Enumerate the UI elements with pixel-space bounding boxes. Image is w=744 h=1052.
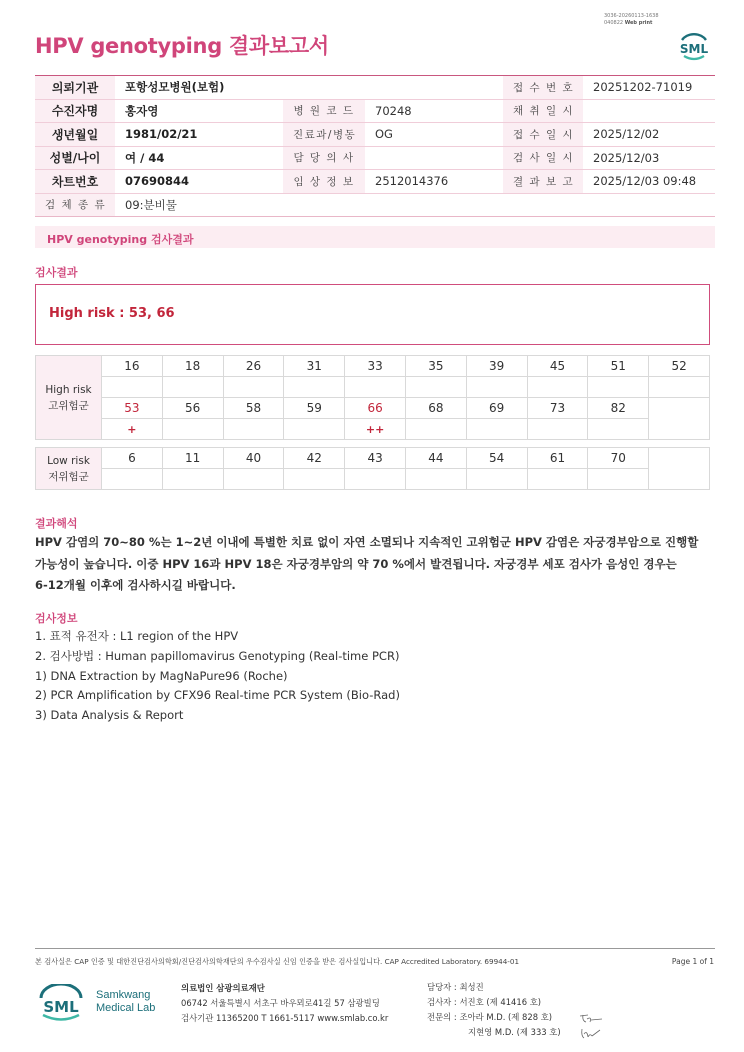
interpretation-line: 6-12개월 이후에 검사하시길 바랍니다. xyxy=(35,578,236,592)
footer-brand xyxy=(96,989,155,1015)
genotype-mark xyxy=(466,469,527,490)
footer-brand-line1: Samkwang xyxy=(96,989,151,1001)
svg-text:SML: SML xyxy=(43,998,79,1016)
info-label: 진료과/병동 xyxy=(283,123,365,147)
genotype-cell: 35 xyxy=(405,356,466,377)
genotype-mark xyxy=(223,469,284,490)
info-label: 결 과 보 고 xyxy=(503,170,583,194)
genotype-mark xyxy=(102,377,163,398)
genotype-mark xyxy=(649,377,710,398)
low-risk-grid xyxy=(35,447,710,490)
test-info-line: 2. 검사방법 : Human papillomavirus Genotyping (Real-time PCR) xyxy=(35,648,400,663)
patient-info-row xyxy=(35,193,715,217)
genotype-cell: 82 xyxy=(588,398,649,419)
patient-info-row xyxy=(35,170,715,194)
info-label: 차트번호 xyxy=(35,170,115,194)
genotype-mark xyxy=(588,377,649,398)
genotype-mark xyxy=(223,419,284,440)
genotype-mark xyxy=(405,377,466,398)
document-reference-line1: 3036-20260113-1638 xyxy=(604,13,659,19)
genotype-mark xyxy=(284,419,345,440)
info-value xyxy=(365,146,503,170)
info-label: 수진자명 xyxy=(35,99,115,123)
page-number: Page 1 of 1 xyxy=(671,957,714,966)
low-risk-label-ko: 저위험군 xyxy=(48,470,89,483)
genotype-mark xyxy=(588,419,649,440)
organization-address: 06742 서울특별시 서초구 바우뫼로41길 57 삼광빌딩 xyxy=(181,998,380,1008)
info-label: 담 당 의 사 xyxy=(283,146,365,170)
genotype-mark: + xyxy=(102,419,163,440)
high-risk-label xyxy=(36,356,102,440)
info-value: 07690844 xyxy=(115,170,283,194)
genotype-cell: 31 xyxy=(284,356,345,377)
info-label xyxy=(283,76,365,100)
interpretation-line: HPV 감염의 70~80 %는 1~2년 이내에 특별한 치료 없이 자연 소멸되나 지속적인 고위험군 HPV 감염은 자궁경부암으로 진행할 xyxy=(35,535,699,549)
low-risk-label-en: Low risk xyxy=(47,454,90,467)
info-value: 2512014376 xyxy=(365,170,503,194)
genotype-cell: 59 xyxy=(284,398,345,419)
web-print-label: Web print xyxy=(624,20,653,26)
genotype-mark xyxy=(162,419,223,440)
genotype-cell: 69 xyxy=(466,398,527,419)
page-title: HPV genotyping 결과보고서 xyxy=(35,34,329,58)
accreditation-note: 본 검사실은 CAP 인증 및 대한진단검사의학회/진단검사의학재단의 우수검사실 신임 인증을 받은 검사실입니다. CAP Accredited Laboratory. 69944-01 xyxy=(35,957,520,966)
genotype-mark xyxy=(405,419,466,440)
patient-info-row xyxy=(35,76,715,100)
genotype-mark xyxy=(162,377,223,398)
staff-role: 검사자 : xyxy=(427,997,457,1007)
info-value: 70248 xyxy=(365,99,503,123)
info-value: 포항성모병원(보험) xyxy=(115,76,283,100)
signature-icon xyxy=(578,1027,604,1041)
genotype-mark xyxy=(405,469,466,490)
result-summary-box xyxy=(35,284,710,345)
genotype-mark xyxy=(527,419,588,440)
genotype-cell: 53 xyxy=(102,398,163,419)
test-info-heading: 검사정보 xyxy=(35,612,78,625)
genotype-mark xyxy=(102,469,163,490)
section-title: HPV genotyping 검사결과 xyxy=(35,226,715,248)
interpretation-heading: 결과해석 xyxy=(35,517,78,530)
staff-name: 조아라 M.D. (제 828 호) xyxy=(459,1012,553,1022)
document-reference xyxy=(604,13,659,27)
info-value: 홍자영 xyxy=(115,99,283,123)
genotype-cell: 43 xyxy=(345,448,406,469)
genotype-cell: 61 xyxy=(527,448,588,469)
staff-line xyxy=(427,1010,561,1025)
genotype-mark xyxy=(527,377,588,398)
low-risk-label xyxy=(36,448,102,490)
test-info-line: 1) DNA Extraction by MagNaPure96 (Roche) xyxy=(35,668,288,683)
footer-brand-line2: Medical Lab xyxy=(96,1002,156,1014)
high-risk-row-types-1 xyxy=(36,356,710,377)
info-value xyxy=(583,99,715,123)
info-value: 09:분비물 xyxy=(115,193,715,217)
interpretation-line: 가능성이 높습니다. 이중 HPV 16과 HPV 18은 자궁경부암의 약 70 %에서 발견됩니다. 자궁경부 세포 검사가 음성인 경우는 xyxy=(35,556,677,571)
staff-name: 최성진 xyxy=(459,982,484,992)
footer-organization xyxy=(181,981,388,1026)
info-value: 1981/02/21 xyxy=(115,123,283,147)
footer-divider xyxy=(35,948,715,949)
genotype-cell: 6 xyxy=(102,448,163,469)
organization-contact: 검사기관 11365200 T 1661-5117 www.smlab.co.kr xyxy=(181,1013,389,1023)
info-label: 성별/나이 xyxy=(35,146,115,170)
info-label: 접 수 일 시 xyxy=(503,123,583,147)
staff-line xyxy=(427,1025,561,1040)
genotype-mark xyxy=(345,377,406,398)
high-risk-grid xyxy=(35,355,710,440)
empty-cell xyxy=(649,448,710,490)
empty-cell xyxy=(649,398,710,440)
genotype-cell: 42 xyxy=(284,448,345,469)
genotype-cell: 54 xyxy=(466,448,527,469)
sml-footer-logo-icon xyxy=(35,984,87,1024)
info-value: 2025/12/03 xyxy=(583,146,715,170)
info-value: 여 / 44 xyxy=(115,146,283,170)
high-risk-row-marks-2 xyxy=(36,419,710,440)
info-label: 접 수 번 호 xyxy=(503,76,583,100)
genotype-mark xyxy=(527,469,588,490)
genotype-cell: 11 xyxy=(162,448,223,469)
genotype-cell: 33 xyxy=(345,356,406,377)
signature-icon xyxy=(578,1012,604,1026)
genotype-mark xyxy=(345,469,406,490)
low-risk-row-marks xyxy=(36,469,710,490)
test-info-line: 2) PCR Amplification by CFX96 Real-time PCR System (Bio-Rad) xyxy=(35,688,400,703)
info-value xyxy=(365,76,503,100)
staff-line xyxy=(427,995,561,1010)
info-label: 채 취 일 시 xyxy=(503,99,583,123)
genotype-cell: 40 xyxy=(223,448,284,469)
footer-staff xyxy=(427,980,561,1040)
high-risk-label-ko: 고위험군 xyxy=(48,399,89,412)
staff-role: 담당자 : xyxy=(427,982,457,992)
staff-name: 서진호 (제 41416 호) xyxy=(459,997,542,1007)
info-label: 검 사 일 시 xyxy=(503,146,583,170)
test-info-line: 1. 표적 유전자 : L1 region of the HPV xyxy=(35,629,239,643)
genotype-cell: 45 xyxy=(527,356,588,377)
genotype-cell: 39 xyxy=(466,356,527,377)
genotype-cell: 52 xyxy=(649,356,710,377)
high-risk-label-en: High risk xyxy=(45,383,92,396)
genotype-cell: 66 xyxy=(345,398,406,419)
document-reference-code: 040822 xyxy=(604,20,624,26)
info-label: 의뢰기관 xyxy=(35,76,115,100)
staff-role: 전문의 : xyxy=(427,1012,457,1022)
genotype-mark: ++ xyxy=(345,419,406,440)
info-label: 검 체 종 류 xyxy=(35,193,115,217)
info-value: 2025/12/03 09:48 xyxy=(583,170,715,194)
high-risk-row-marks-1 xyxy=(36,377,710,398)
genotype-cell: 58 xyxy=(223,398,284,419)
info-label: 병 원 코 드 xyxy=(283,99,365,123)
info-label: 생년월일 xyxy=(35,123,115,147)
genotype-mark xyxy=(588,469,649,490)
patient-info-table xyxy=(35,75,715,217)
genotype-cell: 56 xyxy=(162,398,223,419)
sml-logo-icon xyxy=(674,26,714,66)
genotype-cell: 68 xyxy=(405,398,466,419)
genotype-cell: 26 xyxy=(223,356,284,377)
high-risk-row-types-2 xyxy=(36,398,710,419)
staff-name: 지현영 M.D. (제 333 호) xyxy=(468,1027,561,1037)
staff-line xyxy=(427,980,561,995)
genotype-mark xyxy=(466,377,527,398)
test-info-line: 3) Data Analysis & Report xyxy=(35,708,184,723)
info-value: 20251202-71019 xyxy=(583,76,715,100)
info-label: 임 상 정 보 xyxy=(283,170,365,194)
genotype-mark xyxy=(223,377,284,398)
document-reference-line2 xyxy=(604,20,659,27)
genotype-cell: 18 xyxy=(162,356,223,377)
test-info-list xyxy=(35,627,400,726)
patient-info-row xyxy=(35,123,715,147)
result-heading: 검사결과 xyxy=(35,266,78,279)
svg-text:SML: SML xyxy=(679,42,709,56)
genotype-mark xyxy=(466,419,527,440)
patient-info-row xyxy=(35,146,715,170)
info-value: 2025/12/02 xyxy=(583,123,715,147)
genotype-cell: 73 xyxy=(527,398,588,419)
patient-info-row xyxy=(35,99,715,123)
genotype-mark xyxy=(284,469,345,490)
genotype-cell: 70 xyxy=(588,448,649,469)
info-value: OG xyxy=(365,123,503,147)
organization-name: 의료법인 삼광의료재단 xyxy=(181,983,265,993)
genotype-cell: 16 xyxy=(102,356,163,377)
result-summary: High risk : 53, 66 xyxy=(49,306,175,321)
genotype-mark xyxy=(162,469,223,490)
genotype-mark xyxy=(284,377,345,398)
interpretation-text xyxy=(35,532,715,597)
genotype-cell: 44 xyxy=(405,448,466,469)
low-risk-row-types xyxy=(36,448,710,469)
genotype-cell: 51 xyxy=(588,356,649,377)
